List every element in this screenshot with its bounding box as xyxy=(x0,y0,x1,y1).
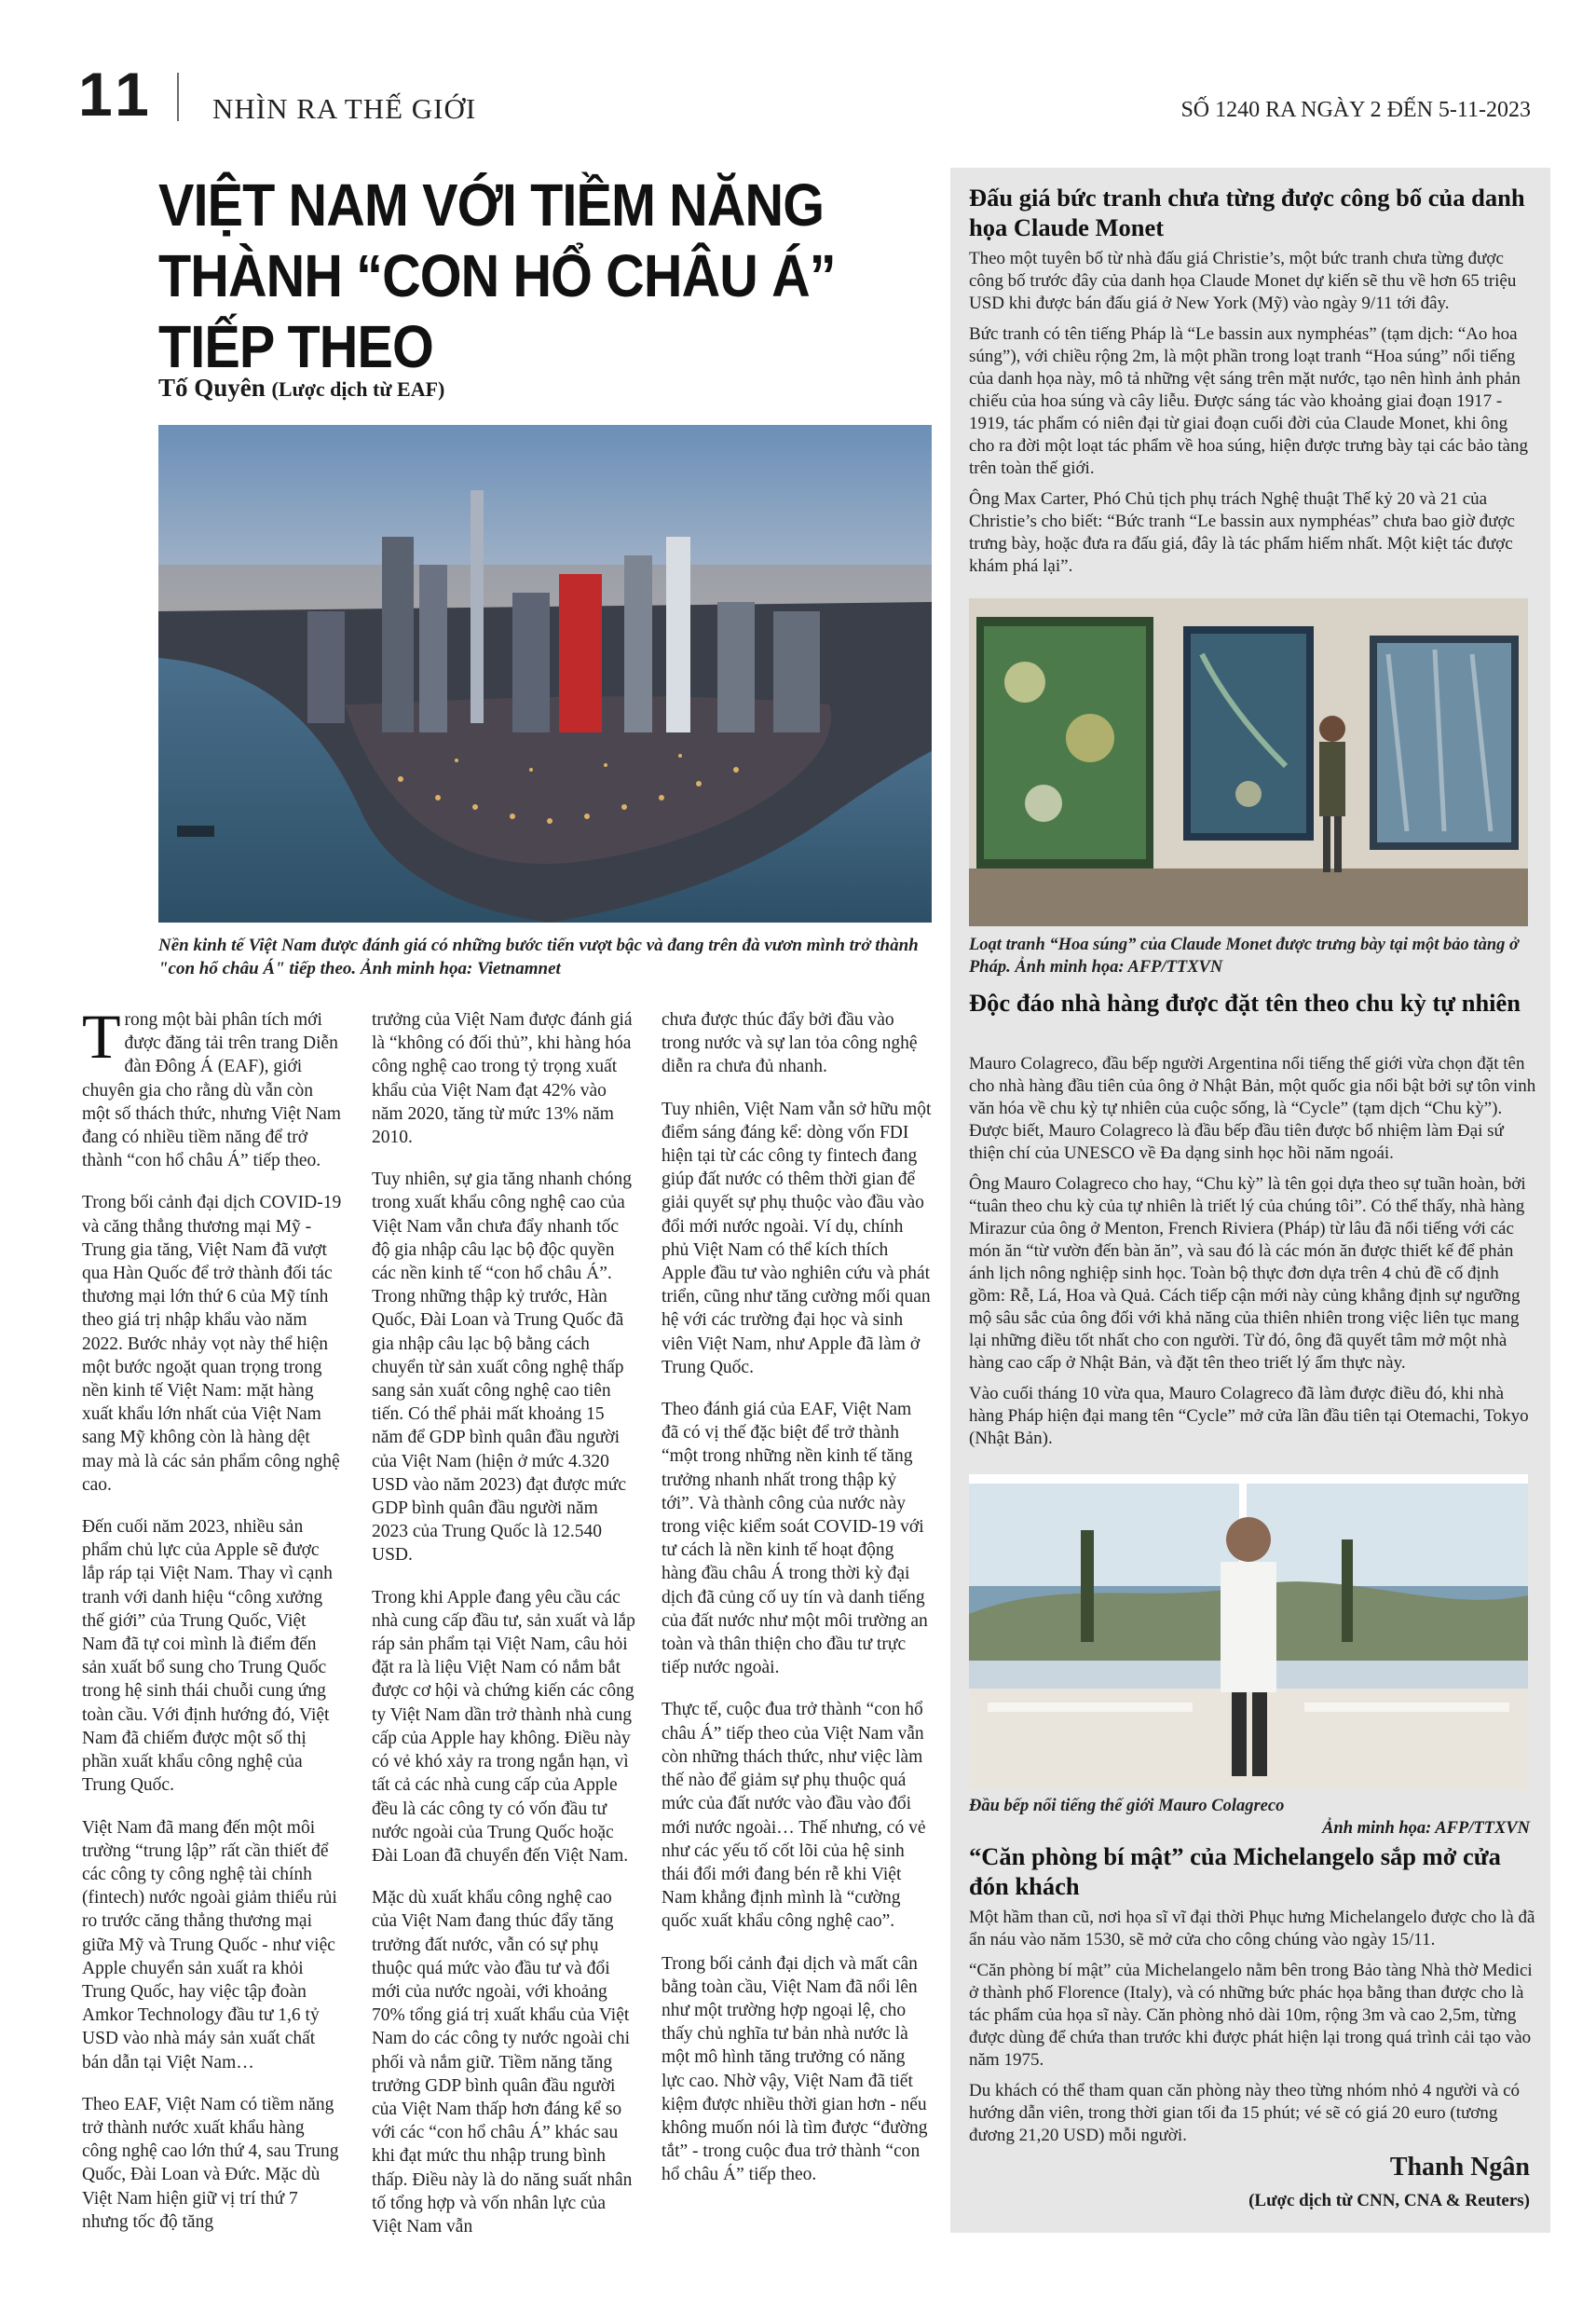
paragraph: Ông Mauro Colagreco cho hay, “Chu kỳ” là tên gọi dựa theo sự tuần hoàn, bởi “tuân theo chu kỳ của tự nhiên là triết lý của chúng tôi”. Có thể thấy, nhà hàng Mirazur của ông ở Menton, French Riviera (Pháp) từ lâu đã nổi tiếng với các món ăn “từ vườn đến bàn ăn”, và sau đó là các món ăn được thiết kế để phản ánh lịch nông nghiệp sinh học. Toàn bộ thực đơn dựa trên 4 chủ đề cố định gồm: Rễ, Lá, Hoa và Quả. Cách tiếp cận mới này củng khẳng định sự ngưỡng mộ sâu sắc của ông đối với khả năng của thiên nhiên trong việc liên tục mang lại những điều tốt nhất cho con người. Từ đó, ông đã quyết tâm mở một nhà hàng cao cấp ở Nhật Bản, và đặt tên theo triết lý ẩm thực này. xyxy=(969,1174,1526,1373)
paragraph: Theo một tuyên bố từ nhà đấu giá Christie’s, một bức tranh chưa từng được công bố trước đây của danh họa Claude Monet dự kiến sẽ thu về hơn 65 triệu USD khi được bán đấu giá ở New York (Mỹ) vào ngày 9/11 tới đây. xyxy=(969,249,1517,313)
city-aerial-illustration xyxy=(158,425,932,923)
paragraph: Đến cuối năm 2023, nhiều sản phẩm chủ lực của Apple sẽ được lắp ráp tại Việt Nam. Thay vì cạnh tranh với danh hiệu “công xưởng thế giới” của Trung Quốc, Việt Nam đã tự coi mình là điểm đến sản xuất bổ sung cho Trung Quốc trong hệ sinh thái chuỗi cung ứng toàn cầu. Với định hướng đó, Việt Nam đã chiếm được một số thị phần xuất khẩu công nghệ của Trung Quốc. xyxy=(82,1517,333,1796)
paragraph: chưa được thúc đẩy bởi đầu vào trong nước và sự lan tỏa công nghệ diễn ra chưa đủ nhanh. xyxy=(662,1010,918,1077)
article-column-1 xyxy=(82,1001,343,2252)
byline-author: Tố Quyên xyxy=(158,374,266,402)
sidebar-article-2-title: Độc đáo nhà hàng được đặt tên theo chu kỳ tự nhiên xyxy=(969,989,1521,1017)
sidebar-source-note: (Lược dịch từ CNN, CNA & Reuters) xyxy=(1248,2191,1530,2210)
sidebar-article-1-title: Đấu giá bức tranh chưa từng được công bố của danh họa Claude Monet xyxy=(969,184,1525,241)
sidebar-article-1-body xyxy=(969,248,1537,586)
gallery-illustration xyxy=(969,598,1528,926)
paragraph: Việt Nam đã mang đến một môi trường “trung lập” rất cần thiết để các công ty công nghệ tài chính (fintech) nước ngoài giảm thiểu rủi ro trước căng thẳng thương mại giữa Mỹ và Trung Quốc - như việc Apple chuyển sản xuất ra khỏi Trung Quốc, hay việc tập đoàn Amkor Technology đầu tư 1,6 tỷ USD vào nhà máy sản xuất chất bán dẫn tại Việt Nam… xyxy=(82,1817,337,2073)
paragraph: Mặc dù xuất khẩu công nghệ cao của Việt Nam đang thúc đẩy tăng trưởng đất nước, vẫn có sự phụ thuộc quá mức vào đầu tư và đổi mới của nước ngoài, với khoảng 70% tổng giá trị xuất khẩu của Việt Nam do các công ty nước ngoài chi phối và nắm giữ. Tiềm năng tăng trưởng GDP bình quân đầu người của Việt Nam thấp hơn đáng kể so với các “con hổ châu Á” khác sau khi đạt mức thu nhập trung bình thấp. Điều này là do năng suất nhân tố tổng hợp và vốn nhân lực của Việt Nam vẫn xyxy=(372,1888,633,2237)
chef-photo xyxy=(969,1474,1528,1789)
paragraph: Trong bối cảnh đại dịch và mất cân bằng toàn cầu, Việt Nam đã nổi lên như một trường hợp ngoại lệ, cho thấy chủ nghĩa tư bản nhà nước là một mô hình tăng trưởng có năng lực cao. Nhờ vậy, Việt Nam đã tiết kiệm được nhiều thời gian hơn - nếu không muốn nói là tìm được “đường tắt” - trong cuộc đua trở thành “con hổ châu Á” tiếp theo. xyxy=(662,1953,928,2185)
sidebar-article-3-body xyxy=(969,1907,1537,2155)
paragraph: Mauro Colagreco, đầu bếp người Argentina nổi tiếng thế giới vừa chọn đặt tên cho nhà hàng đầu tiên của ông ở Nhật Bản, một quốc gia nổi bật bởi sự tôn vinh văn hóa về chu kỳ tự nhiên của cuộc sống, là “Cycle” (tạm dịch “Chu kỳ”). Được biết, Mauro Colagreco là đầu bếp đầu tiên được bổ nhiệm làm Đại sứ thiện chí của UNESCO về Đa dạng sinh học hồi năm ngoái. xyxy=(969,1054,1536,1163)
page-number: 11 xyxy=(78,60,155,129)
chef-photo-credit: Ảnh minh họa: AFP/TTXVN xyxy=(1322,1819,1530,1838)
paragraph: “Căn phòng bí mật” của Michelangelo nằm bên trong Bảo tàng Nhà thờ Medici ở thành phố Florence (Italy), và có những bức phác họa bằng than được cho là tác phẩm của họa sĩ này. Căn phòng nhỏ dài 10m, rộng 3m và cao 2,5m, từng được dùng để chứa than trước khi được phát hiện lại trong quá trình cải tạo vào năm 1975. xyxy=(969,1961,1533,2070)
header-divider xyxy=(177,73,179,121)
paragraph: Trong một bài phân tích mới được đăng tải trên trang Diễn đàn Đông Á (EAF), giới chuyên gia cho rằng dù vẫn còn một số thách thức, nhưng Việt Nam đang có nhiều tiềm năng để trở thành “con hổ châu Á” tiếp theo. xyxy=(82,1001,341,1171)
paragraph: Tuy nhiên, sự gia tăng nhanh chóng trong xuất khẩu công nghệ cao của Việt Nam vẫn chưa đẩy nhanh tốc độ gia nhập câu lạc bộ độc quyền các nền kinh tế “con hổ châu Á”. Trong những thập kỷ trước, Hàn Quốc, Đài Loan và Trung Quốc đã gia nhập câu lạc bộ bằng cách chuyển từ sản xuất công nghệ thấp sang sản xuất công nghệ cao tiên tiến. Có thể phải mất khoảng 15 năm để GDP bình quân đầu người của Việt Nam (hiện ở mức 4.320 USD vào năm 2023) đạt được mức GDP bình quân đầu người năm 2023 của Trung Quốc là 12.540 USD. xyxy=(372,1170,633,1566)
main-photo-caption: Nền kinh tế Việt Nam được đánh giá có những bước tiến vượt bậc và đang trên đà vươn mình trở thành "con hổ châu Á" tiếp theo. Ảnh minh họa: Vietnamnet xyxy=(158,936,919,978)
article-column-3 xyxy=(662,1008,932,2206)
issue-info: SỐ 1240 RA NGÀY 2 ĐẾN 5-11-2023 xyxy=(1180,98,1531,122)
paragraph: Trong khi Apple đang yêu cầu các nhà cung cấp đầu tư, sản xuất và lắp ráp sản phẩm tại Việt Nam, câu hỏi đặt ra là liệu Việt Nam có nắm bắt được cơ hội và chứng kiến các công ty Việt Nam dần trở thành nhà cung cấp của Apple hay không. Điều này có vẻ khó xảy ra trong ngắn hạn, vì tất cả các nhà cung cấp của Apple đều là các công ty có vốn đầu tư nước ngoài của Trung Quốc hoặc Đài Loan đã chuyển đến Việt Nam. xyxy=(372,1587,635,1866)
paragraph: Bức tranh có tên tiếng Pháp là “Le bassin aux nymphéas” (tạm dịch: “Ao hoa súng”), với chiều rộng 2m, là một phần trong loạt tranh “Hoa súng” nổi tiếng của danh họa này, mô tả những vệt sáng trên mặt nước, tạo nên hình ảnh phản chiếu của hoa súng và cây liễu. Được sáng tác vào khoảng giai đoạn 1917 - 1919, tác phẩm có niên đại từ giai đoạn cuối đời của Claude Monet, khi ông cho ra đời một loạt tác phẩm về hoa súng, hiện được trưng bày tại các bảo tàng trên toàn thế giới. xyxy=(969,324,1528,478)
sidebar-article-3-title: “Căn phòng bí mật” của Michelangelo sắp mở cửa đón khách xyxy=(969,1842,1501,1900)
paragraph: Du khách có thể tham quan căn phòng này theo từng nhóm nhỏ 4 người và có hướng dẫn viên, trong thời gian tối đa 15 phút; vé sẽ có giá 20 euro (tương đương 21,20 USD) mỗi người. xyxy=(969,2081,1521,2145)
dropcap: T xyxy=(82,1001,121,1072)
paragraph: Một hầm than cũ, nơi họa sĩ vĩ đại thời Phục hưng Michelangelo được cho là đã ẩn náu vào năm 1530, sẽ mở cửa cho công chúng vào ngày 15/11. xyxy=(969,1908,1535,1949)
paragraph: Ông Max Carter, Phó Chủ tịch phụ trách Nghệ thuật Thế kỷ 20 và 21 của Christie’s cho biết: “Bức tranh “Le bassin aux nymphéas” chưa bao giờ được trưng bày, hoặc đưa ra đấu giá, đây là tác phẩm hiếm nhất. Một kiệt tác được khám phá lại”. xyxy=(969,489,1515,576)
sidebar-author: Thanh Ngân xyxy=(1389,2153,1530,2182)
byline-source: (Lược dịch từ EAF) xyxy=(271,377,445,401)
sidebar-article-2-body xyxy=(969,1053,1537,1458)
paragraph: Tuy nhiên, Việt Nam vẫn sở hữu một điểm sáng đáng kể: dòng vốn FDI hiện tại từ các công ty fintech đang giúp đất nước có thêm thời gian để giải quyết sự phụ thuộc vào đầu vào đổi mới nước ngoài. Ví dụ, chính phủ Việt Nam có thể kích thích Apple đầu tư vào nghiên cứu và phát triển, cũng như tăng cường mối quan hệ với các trường đại học và sinh viên Việt Nam, như Apple đã làm ở Trung Quốc. xyxy=(662,1099,932,1377)
paragraph: Trong bối cảnh đại dịch COVID-19 và căng thẳng thương mại Mỹ - Trung gia tăng, Việt Nam đã vượt qua Hàn Quốc để trở thành đối tác thương mại lớn thứ 6 của Mỹ tính theo giá trị nhập khẩu vào năm 2022. Bước nhảy vọt này thể hiện một bước ngoặt quan trọng trong nền kinh tế Việt Nam: mặt hàng xuất khẩu lớn nhất của Việt Nam sang Mỹ không còn là hàng dệt may mà là các sản phẩm công nghệ cao. xyxy=(82,1193,342,1495)
main-headline: VIỆT NAM VỚI TIỀM NĂNG THÀNH “CON HỔ CHÂU Á” TIẾP THEO xyxy=(158,171,836,380)
byline xyxy=(158,373,444,404)
main-photo-city-aerial xyxy=(158,425,932,923)
monet-gallery-photo xyxy=(969,598,1528,926)
chef-photo-caption: Đầu bếp nổi tiếng thế giới Mauro Colagreco xyxy=(969,1797,1285,1815)
paragraph: Vào cuối tháng 10 vừa qua, Mauro Colagreco đã làm được điều đó, khi nhà hàng Pháp hiện đại mang tên “Cycle” mở cửa lần đầu tiên tại Otemachi, Tokyo (Nhật Bản). xyxy=(969,1384,1529,1448)
paragraph: Theo đánh giá của EAF, Việt Nam đã có vị thế đặc biệt để trở thành “một trong những nền kinh tế tăng trưởng nhanh nhất trong thập kỷ tới”. Và thành công của nước này trong việc kiểm soát COVID-19 với tư cách là nền kinh tế hoạt động hàng đầu châu Á trong thời kỳ đại dịch đã củng cố uy tín và danh tiếng của đất nước như một môi trường an toàn và thân thiện cho đầu tư trực tiếp nước ngoài. xyxy=(662,1400,928,1678)
paragraph: trưởng của Việt Nam được đánh giá là “không có đối thủ”, khi hàng hóa công nghệ cao trong tỷ trọng xuất khẩu của Việt Nam đạt 42% vào năm 2020, tăng từ mức 13% năm 2010. xyxy=(372,1010,633,1148)
paragraph: Theo EAF, Việt Nam có tiềm năng trở thành nước xuất khẩu hàng công nghệ cao lớn thứ 4, sau Trung Quốc, Đài Loan và Đức. Mặc dù Việt Nam hiện giữ vị trí thứ 7 nhưng tốc độ tăng xyxy=(82,2094,339,2232)
monet-photo-caption: Loạt tranh “Hoa súng” của Claude Monet được trưng bày tại một bảo tàng ở Pháp. Ảnh minh họa: AFP/TTXVN xyxy=(969,936,1519,977)
article-column-2 xyxy=(372,1008,635,2257)
section-name: NHÌN RA THẾ GIỚI xyxy=(212,92,477,125)
paragraph: Thực tế, cuộc đua trở thành “con hổ châu Á” tiếp theo của Việt Nam vẫn còn những thách thức, như việc làm thế nào để giảm sự phụ thuộc quá mức của đất nước vào đầu vào đổi mới nước ngoài… Thế nhưng, có vẻ như các yếu tố cốt lõi của hệ sinh thái đổi mới đang bén rễ khi Việt Nam khẳng định mình là “cường quốc xuất khẩu công nghệ cao”. xyxy=(662,1700,926,1932)
chef-illustration xyxy=(969,1474,1528,1789)
